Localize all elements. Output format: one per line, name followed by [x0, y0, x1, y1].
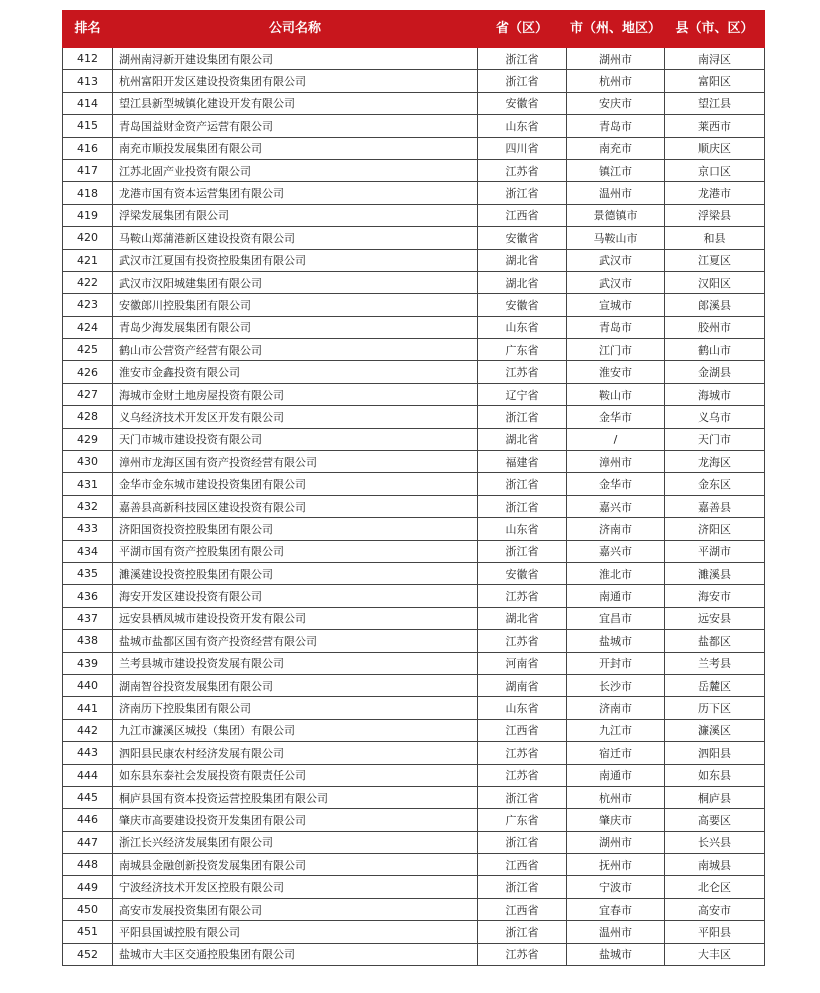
- company-name-cell: 平湖市国有资产控股集团有限公司: [113, 540, 478, 562]
- rank-cell: 448: [63, 854, 113, 876]
- city-cell: 湖州市: [567, 48, 665, 70]
- company-name-cell: 鹤山市公营资产经营有限公司: [113, 339, 478, 361]
- table-row: [63, 115, 765, 137]
- province-cell: 山东省: [478, 115, 567, 137]
- county-cell: 龙港市: [665, 182, 765, 204]
- rank-cell: 414: [63, 92, 113, 114]
- table-header: [63, 11, 765, 48]
- rank-cell: 440: [63, 674, 113, 696]
- province-cell: 浙江省: [478, 70, 567, 92]
- city-cell: 杭州市: [567, 786, 665, 808]
- county-cell: 平湖市: [665, 540, 765, 562]
- ranking-table-sheet: [62, 10, 764, 966]
- county-cell: 海安市: [665, 585, 765, 607]
- table-row: [63, 182, 765, 204]
- province-cell: 江西省: [478, 854, 567, 876]
- province-cell: 河南省: [478, 652, 567, 674]
- ranking-table: [62, 10, 765, 966]
- company-name-cell: 龙港市国有资本运营集团有限公司: [113, 182, 478, 204]
- company-name-cell: 海安开发区建设投资有限公司: [113, 585, 478, 607]
- table-row: [63, 742, 765, 764]
- city-cell: 嘉兴市: [567, 495, 665, 517]
- county-cell: 义乌市: [665, 406, 765, 428]
- rank-cell: 436: [63, 585, 113, 607]
- table-row: [63, 451, 765, 473]
- company-name-cell: 高安市发展投资集团有限公司: [113, 898, 478, 920]
- province-cell: 山东省: [478, 316, 567, 338]
- table-row: [63, 518, 765, 540]
- company-name-cell: 青岛国益财金资产运营有限公司: [113, 115, 478, 137]
- rank-cell: 445: [63, 786, 113, 808]
- table-row: [63, 316, 765, 338]
- city-cell: 江门市: [567, 339, 665, 361]
- table-row: [63, 204, 765, 226]
- table-row: [63, 921, 765, 943]
- county-cell: 长兴县: [665, 831, 765, 853]
- province-cell: 浙江省: [478, 921, 567, 943]
- company-name-cell: 平阳县国诚控股有限公司: [113, 921, 478, 943]
- company-name-cell: 九江市濂溪区城投（集团）有限公司: [113, 719, 478, 741]
- province-cell: 江西省: [478, 719, 567, 741]
- company-name-cell: 盐城市大丰区交通控股集团有限公司: [113, 943, 478, 965]
- county-cell: 南浔区: [665, 48, 765, 70]
- province-cell: 浙江省: [478, 786, 567, 808]
- city-cell: 盐城市: [567, 630, 665, 652]
- county-cell: 汉阳区: [665, 271, 765, 293]
- header-row: [63, 11, 765, 48]
- table-row: [63, 473, 765, 495]
- county-cell: 天门市: [665, 428, 765, 450]
- province-cell: 浙江省: [478, 182, 567, 204]
- table-row: [63, 294, 765, 316]
- rank-cell: 424: [63, 316, 113, 338]
- city-cell: 温州市: [567, 921, 665, 943]
- table-body: [63, 48, 765, 966]
- city-cell: 淮北市: [567, 562, 665, 584]
- city-cell: 金华市: [567, 473, 665, 495]
- company-name-cell: 浮梁发展集团有限公司: [113, 204, 478, 226]
- city-cell: 青岛市: [567, 115, 665, 137]
- county-cell: 泗阳县: [665, 742, 765, 764]
- city-cell: 肇庆市: [567, 809, 665, 831]
- county-cell: 望江县: [665, 92, 765, 114]
- city-cell: 济南市: [567, 697, 665, 719]
- city-cell: 九江市: [567, 719, 665, 741]
- province-cell: 安徽省: [478, 294, 567, 316]
- rank-cell: 427: [63, 383, 113, 405]
- county-cell: 南城县: [665, 854, 765, 876]
- province-cell: 浙江省: [478, 48, 567, 70]
- city-cell: 南通市: [567, 764, 665, 786]
- header-province: 省（区）: [478, 11, 567, 48]
- city-cell: 安庆市: [567, 92, 665, 114]
- company-name-cell: 济阳国资投资控股集团有限公司: [113, 518, 478, 540]
- company-name-cell: 肇庆市高要建设投资开发集团有限公司: [113, 809, 478, 831]
- company-name-cell: 南城县金融创新投资发展集团有限公司: [113, 854, 478, 876]
- rank-cell: 446: [63, 809, 113, 831]
- county-cell: 濉溪县: [665, 562, 765, 584]
- city-cell: 宿迁市: [567, 742, 665, 764]
- city-cell: 长沙市: [567, 674, 665, 696]
- rank-cell: 438: [63, 630, 113, 652]
- table-row: [63, 48, 765, 70]
- rank-cell: 420: [63, 227, 113, 249]
- city-cell: 嘉兴市: [567, 540, 665, 562]
- table-row: [63, 159, 765, 181]
- county-cell: 富阳区: [665, 70, 765, 92]
- province-cell: 江西省: [478, 204, 567, 226]
- company-name-cell: 马鞍山郑蒲港新区建设投资有限公司: [113, 227, 478, 249]
- province-cell: 山东省: [478, 697, 567, 719]
- county-cell: 高要区: [665, 809, 765, 831]
- rank-cell: 439: [63, 652, 113, 674]
- province-cell: 浙江省: [478, 831, 567, 853]
- province-cell: 湖南省: [478, 674, 567, 696]
- rank-cell: 423: [63, 294, 113, 316]
- county-cell: 岳麓区: [665, 674, 765, 696]
- rank-cell: 419: [63, 204, 113, 226]
- table-row: [63, 562, 765, 584]
- header-county: 县（市、区）: [665, 11, 765, 48]
- header-city: 市（州、地区）: [567, 11, 665, 48]
- province-cell: 福建省: [478, 451, 567, 473]
- rank-cell: 433: [63, 518, 113, 540]
- county-cell: 兰考县: [665, 652, 765, 674]
- city-cell: 金华市: [567, 406, 665, 428]
- province-cell: 江苏省: [478, 943, 567, 965]
- city-cell: 济南市: [567, 518, 665, 540]
- rank-cell: 447: [63, 831, 113, 853]
- rank-cell: 444: [63, 764, 113, 786]
- company-name-cell: 江苏北固产业投资有限公司: [113, 159, 478, 181]
- county-cell: 北仑区: [665, 876, 765, 898]
- company-name-cell: 南充市顺投发展集团有限公司: [113, 137, 478, 159]
- company-name-cell: 杭州富阳开发区建设投资集团有限公司: [113, 70, 478, 92]
- county-cell: 顺庆区: [665, 137, 765, 159]
- city-cell: /: [567, 428, 665, 450]
- county-cell: 金湖县: [665, 361, 765, 383]
- rank-cell: 429: [63, 428, 113, 450]
- city-cell: 抚州市: [567, 854, 665, 876]
- rank-cell: 417: [63, 159, 113, 181]
- city-cell: 淮安市: [567, 361, 665, 383]
- table-row: [63, 406, 765, 428]
- table-row: [63, 630, 765, 652]
- province-cell: 江苏省: [478, 361, 567, 383]
- table-row: [63, 361, 765, 383]
- company-name-cell: 远安县栖凤城市建设投资开发有限公司: [113, 607, 478, 629]
- rank-cell: 442: [63, 719, 113, 741]
- rank-cell: 443: [63, 742, 113, 764]
- province-cell: 湖北省: [478, 271, 567, 293]
- province-cell: 辽宁省: [478, 383, 567, 405]
- table-row: [63, 607, 765, 629]
- company-name-cell: 淮安市金鑫投资有限公司: [113, 361, 478, 383]
- table-row: [63, 249, 765, 271]
- table-row: [63, 339, 765, 361]
- company-name-cell: 浙江长兴经济发展集团有限公司: [113, 831, 478, 853]
- rank-cell: 421: [63, 249, 113, 271]
- province-cell: 山东省: [478, 518, 567, 540]
- header-company-name: 公司名称: [113, 11, 478, 48]
- rank-cell: 413: [63, 70, 113, 92]
- rank-cell: 428: [63, 406, 113, 428]
- province-cell: 广东省: [478, 809, 567, 831]
- company-name-cell: 望江县新型城镇化建设开发有限公司: [113, 92, 478, 114]
- table-row: [63, 764, 765, 786]
- province-cell: 安徽省: [478, 227, 567, 249]
- rank-cell: 437: [63, 607, 113, 629]
- province-cell: 安徽省: [478, 562, 567, 584]
- city-cell: 宁波市: [567, 876, 665, 898]
- table-row: [63, 70, 765, 92]
- province-cell: 安徽省: [478, 92, 567, 114]
- table-row: [63, 854, 765, 876]
- company-name-cell: 武汉市江夏国有投资控股集团有限公司: [113, 249, 478, 271]
- rank-cell: 430: [63, 451, 113, 473]
- city-cell: 南通市: [567, 585, 665, 607]
- city-cell: 盐城市: [567, 943, 665, 965]
- table-row: [63, 809, 765, 831]
- county-cell: 江夏区: [665, 249, 765, 271]
- city-cell: 镇江市: [567, 159, 665, 181]
- company-name-cell: 海城市金财土地房屋投资有限公司: [113, 383, 478, 405]
- table-row: [63, 831, 765, 853]
- rank-cell: 451: [63, 921, 113, 943]
- company-name-cell: 湖州南浔新开建设集团有限公司: [113, 48, 478, 70]
- province-cell: 江苏省: [478, 159, 567, 181]
- city-cell: 青岛市: [567, 316, 665, 338]
- company-name-cell: 漳州市龙海区国有资产投资经营有限公司: [113, 451, 478, 473]
- county-cell: 胶州市: [665, 316, 765, 338]
- company-name-cell: 青岛少海发展集团有限公司: [113, 316, 478, 338]
- city-cell: 杭州市: [567, 70, 665, 92]
- city-cell: 宜春市: [567, 898, 665, 920]
- province-cell: 广东省: [478, 339, 567, 361]
- county-cell: 莱西市: [665, 115, 765, 137]
- province-cell: 湖北省: [478, 249, 567, 271]
- city-cell: 马鞍山市: [567, 227, 665, 249]
- county-cell: 桐庐县: [665, 786, 765, 808]
- county-cell: 嘉善县: [665, 495, 765, 517]
- table-row: [63, 719, 765, 741]
- county-cell: 和县: [665, 227, 765, 249]
- table-row: [63, 786, 765, 808]
- city-cell: 鞍山市: [567, 383, 665, 405]
- city-cell: 宣城市: [567, 294, 665, 316]
- rank-cell: 450: [63, 898, 113, 920]
- city-cell: 武汉市: [567, 249, 665, 271]
- table-row: [63, 585, 765, 607]
- rank-cell: 449: [63, 876, 113, 898]
- province-cell: 浙江省: [478, 876, 567, 898]
- city-cell: 漳州市: [567, 451, 665, 473]
- table-row: [63, 495, 765, 517]
- province-cell: 江苏省: [478, 742, 567, 764]
- rank-cell: 441: [63, 697, 113, 719]
- city-cell: 宜昌市: [567, 607, 665, 629]
- county-cell: 郎溪县: [665, 294, 765, 316]
- rank-cell: 418: [63, 182, 113, 204]
- company-name-cell: 盐城市盐都区国有资产投资经营有限公司: [113, 630, 478, 652]
- rank-cell: 431: [63, 473, 113, 495]
- table-row: [63, 428, 765, 450]
- company-name-cell: 如东县东泰社会发展投资有限责任公司: [113, 764, 478, 786]
- city-cell: 湖州市: [567, 831, 665, 853]
- table-row: [63, 697, 765, 719]
- county-cell: 浮梁县: [665, 204, 765, 226]
- county-cell: 如东县: [665, 764, 765, 786]
- table-row: [63, 652, 765, 674]
- city-cell: 武汉市: [567, 271, 665, 293]
- county-cell: 盐都区: [665, 630, 765, 652]
- company-name-cell: 嘉善县高新科技园区建设投资有限公司: [113, 495, 478, 517]
- province-cell: 江苏省: [478, 764, 567, 786]
- company-name-cell: 天门市城市建设投资有限公司: [113, 428, 478, 450]
- rank-cell: 434: [63, 540, 113, 562]
- county-cell: 平阳县: [665, 921, 765, 943]
- table-row: [63, 674, 765, 696]
- county-cell: 历下区: [665, 697, 765, 719]
- city-cell: 景德镇市: [567, 204, 665, 226]
- company-name-cell: 安徽郎川控股集团有限公司: [113, 294, 478, 316]
- company-name-cell: 武汉市汉阳城建集团有限公司: [113, 271, 478, 293]
- rank-cell: 412: [63, 48, 113, 70]
- table-row: [63, 271, 765, 293]
- province-cell: 浙江省: [478, 406, 567, 428]
- rank-cell: 422: [63, 271, 113, 293]
- rank-cell: 415: [63, 115, 113, 137]
- table-row: [63, 898, 765, 920]
- province-cell: 浙江省: [478, 473, 567, 495]
- county-cell: 京口区: [665, 159, 765, 181]
- county-cell: 大丰区: [665, 943, 765, 965]
- province-cell: 浙江省: [478, 540, 567, 562]
- rank-cell: 432: [63, 495, 113, 517]
- table-row: [63, 227, 765, 249]
- rank-cell: 426: [63, 361, 113, 383]
- table-row: [63, 92, 765, 114]
- county-cell: 龙海区: [665, 451, 765, 473]
- company-name-cell: 金华市金东城市建设投资集团有限公司: [113, 473, 478, 495]
- city-cell: 温州市: [567, 182, 665, 204]
- company-name-cell: 泗阳县民康农村经济发展有限公司: [113, 742, 478, 764]
- province-cell: 湖北省: [478, 428, 567, 450]
- rank-cell: 435: [63, 562, 113, 584]
- province-cell: 浙江省: [478, 495, 567, 517]
- county-cell: 远安县: [665, 607, 765, 629]
- province-cell: 江苏省: [478, 630, 567, 652]
- company-name-cell: 宁波经济技术开发区控股有限公司: [113, 876, 478, 898]
- county-cell: 海城市: [665, 383, 765, 405]
- city-cell: 开封市: [567, 652, 665, 674]
- company-name-cell: 濉溪建设投资控股集团有限公司: [113, 562, 478, 584]
- table-row: [63, 383, 765, 405]
- city-cell: 南充市: [567, 137, 665, 159]
- county-cell: 济阳区: [665, 518, 765, 540]
- header-rank: 排名: [63, 11, 113, 48]
- rank-cell: 452: [63, 943, 113, 965]
- province-cell: 湖北省: [478, 607, 567, 629]
- company-name-cell: 义乌经济技术开发区开发有限公司: [113, 406, 478, 428]
- province-cell: 江苏省: [478, 585, 567, 607]
- table-row: [63, 876, 765, 898]
- table-row: [63, 137, 765, 159]
- county-cell: 濂溪区: [665, 719, 765, 741]
- company-name-cell: 湖南智谷投资发展集团有限公司: [113, 674, 478, 696]
- county-cell: 鹤山市: [665, 339, 765, 361]
- rank-cell: 416: [63, 137, 113, 159]
- company-name-cell: 济南历下控股集团有限公司: [113, 697, 478, 719]
- province-cell: 江西省: [478, 898, 567, 920]
- rank-cell: 425: [63, 339, 113, 361]
- table-row: [63, 943, 765, 965]
- company-name-cell: 兰考县城市建设投资发展有限公司: [113, 652, 478, 674]
- province-cell: 四川省: [478, 137, 567, 159]
- county-cell: 金东区: [665, 473, 765, 495]
- table-row: [63, 540, 765, 562]
- company-name-cell: 桐庐县国有资本投资运营控股集团有限公司: [113, 786, 478, 808]
- county-cell: 高安市: [665, 898, 765, 920]
